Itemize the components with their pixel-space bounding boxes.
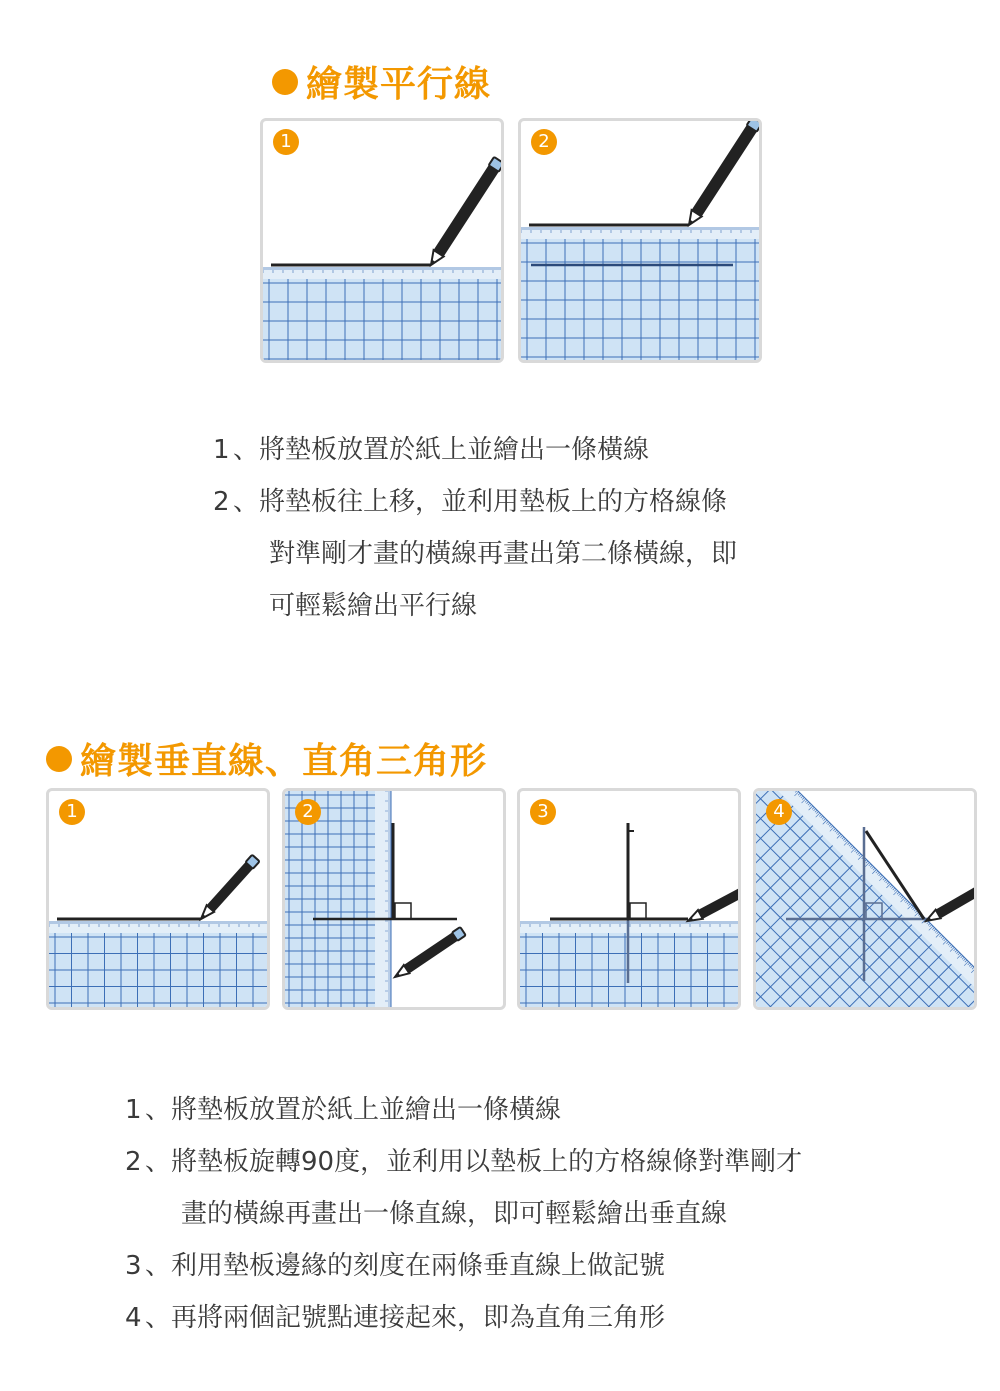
step-line: 、再將兩個記號點連接起來，即為直角三角形 bbox=[145, 1303, 666, 1333]
step-badge: 3 bbox=[530, 799, 556, 825]
pencil-horizontal-line-icon bbox=[49, 791, 267, 1007]
step-number: 2 bbox=[213, 487, 230, 517]
step-number: 3 bbox=[125, 1251, 142, 1281]
step-line: 、將墊板往上移，並利用墊板上的方格線條 bbox=[233, 487, 728, 517]
step-item bbox=[125, 1084, 802, 1136]
perpendicular-panel-1 bbox=[46, 788, 270, 1010]
section-title-text: 繪製平行線 bbox=[306, 64, 492, 105]
step-badge: 2 bbox=[295, 799, 321, 825]
step-item bbox=[213, 476, 737, 632]
step-number: 2 bbox=[125, 1147, 142, 1177]
step-number: 1 bbox=[213, 435, 230, 465]
step-line: 可輕鬆繪出平行線 bbox=[269, 591, 478, 621]
step-item bbox=[125, 1136, 802, 1240]
step-line: 對準剛才畫的橫線再畫出第二條橫線，即 bbox=[269, 539, 738, 569]
pencil-ruler-shifted-up-icon bbox=[521, 121, 759, 360]
marks-on-perpendicular-lines-icon bbox=[520, 791, 738, 1007]
perpendicular-panel-4 bbox=[753, 788, 977, 1010]
perpendicular-panel-2 bbox=[282, 788, 506, 1010]
step-badge: 2 bbox=[531, 129, 557, 155]
step-number: 4 bbox=[125, 1303, 142, 1333]
parallel-panel-2 bbox=[518, 118, 762, 363]
perpendicular-panel-3 bbox=[517, 788, 741, 1010]
step-item bbox=[125, 1240, 802, 1292]
section-title-parallel bbox=[272, 56, 491, 107]
perpendicular-steps-list bbox=[125, 1084, 802, 1344]
step-badge: 1 bbox=[273, 129, 299, 155]
step-line: 、將墊板旋轉90度，並利用以墊板上的方格線條對準剛才 bbox=[145, 1147, 803, 1177]
step-line: 、將墊板放置於紙上並繪出一條橫線 bbox=[233, 435, 650, 465]
step-line: 、利用墊板邊緣的刻度在兩條垂直線上做記號 bbox=[145, 1251, 666, 1281]
ruler-rotated-vertical-line-icon bbox=[285, 791, 503, 1007]
step-badge: 1 bbox=[59, 799, 85, 825]
title-bullet-icon bbox=[46, 746, 72, 772]
step-item bbox=[213, 424, 737, 476]
step-badge: 4 bbox=[766, 799, 792, 825]
title-bullet-icon bbox=[272, 69, 298, 95]
section-title-perpendicular bbox=[46, 733, 487, 784]
parallel-steps-list bbox=[213, 424, 737, 632]
pencil-ruler-bottom-icon bbox=[263, 121, 501, 360]
connect-marks-triangle-icon bbox=[756, 791, 974, 1007]
step-line: 畫的橫線再畫出一條直線，即可輕鬆繪出垂直線 bbox=[181, 1199, 728, 1229]
step-item bbox=[125, 1292, 802, 1344]
parallel-panel-1 bbox=[260, 118, 504, 363]
step-line: 、將墊板放置於紙上並繪出一條橫線 bbox=[145, 1095, 562, 1125]
section-title-text: 繪製垂直線、直角三角形 bbox=[80, 741, 488, 782]
step-number: 1 bbox=[125, 1095, 142, 1125]
